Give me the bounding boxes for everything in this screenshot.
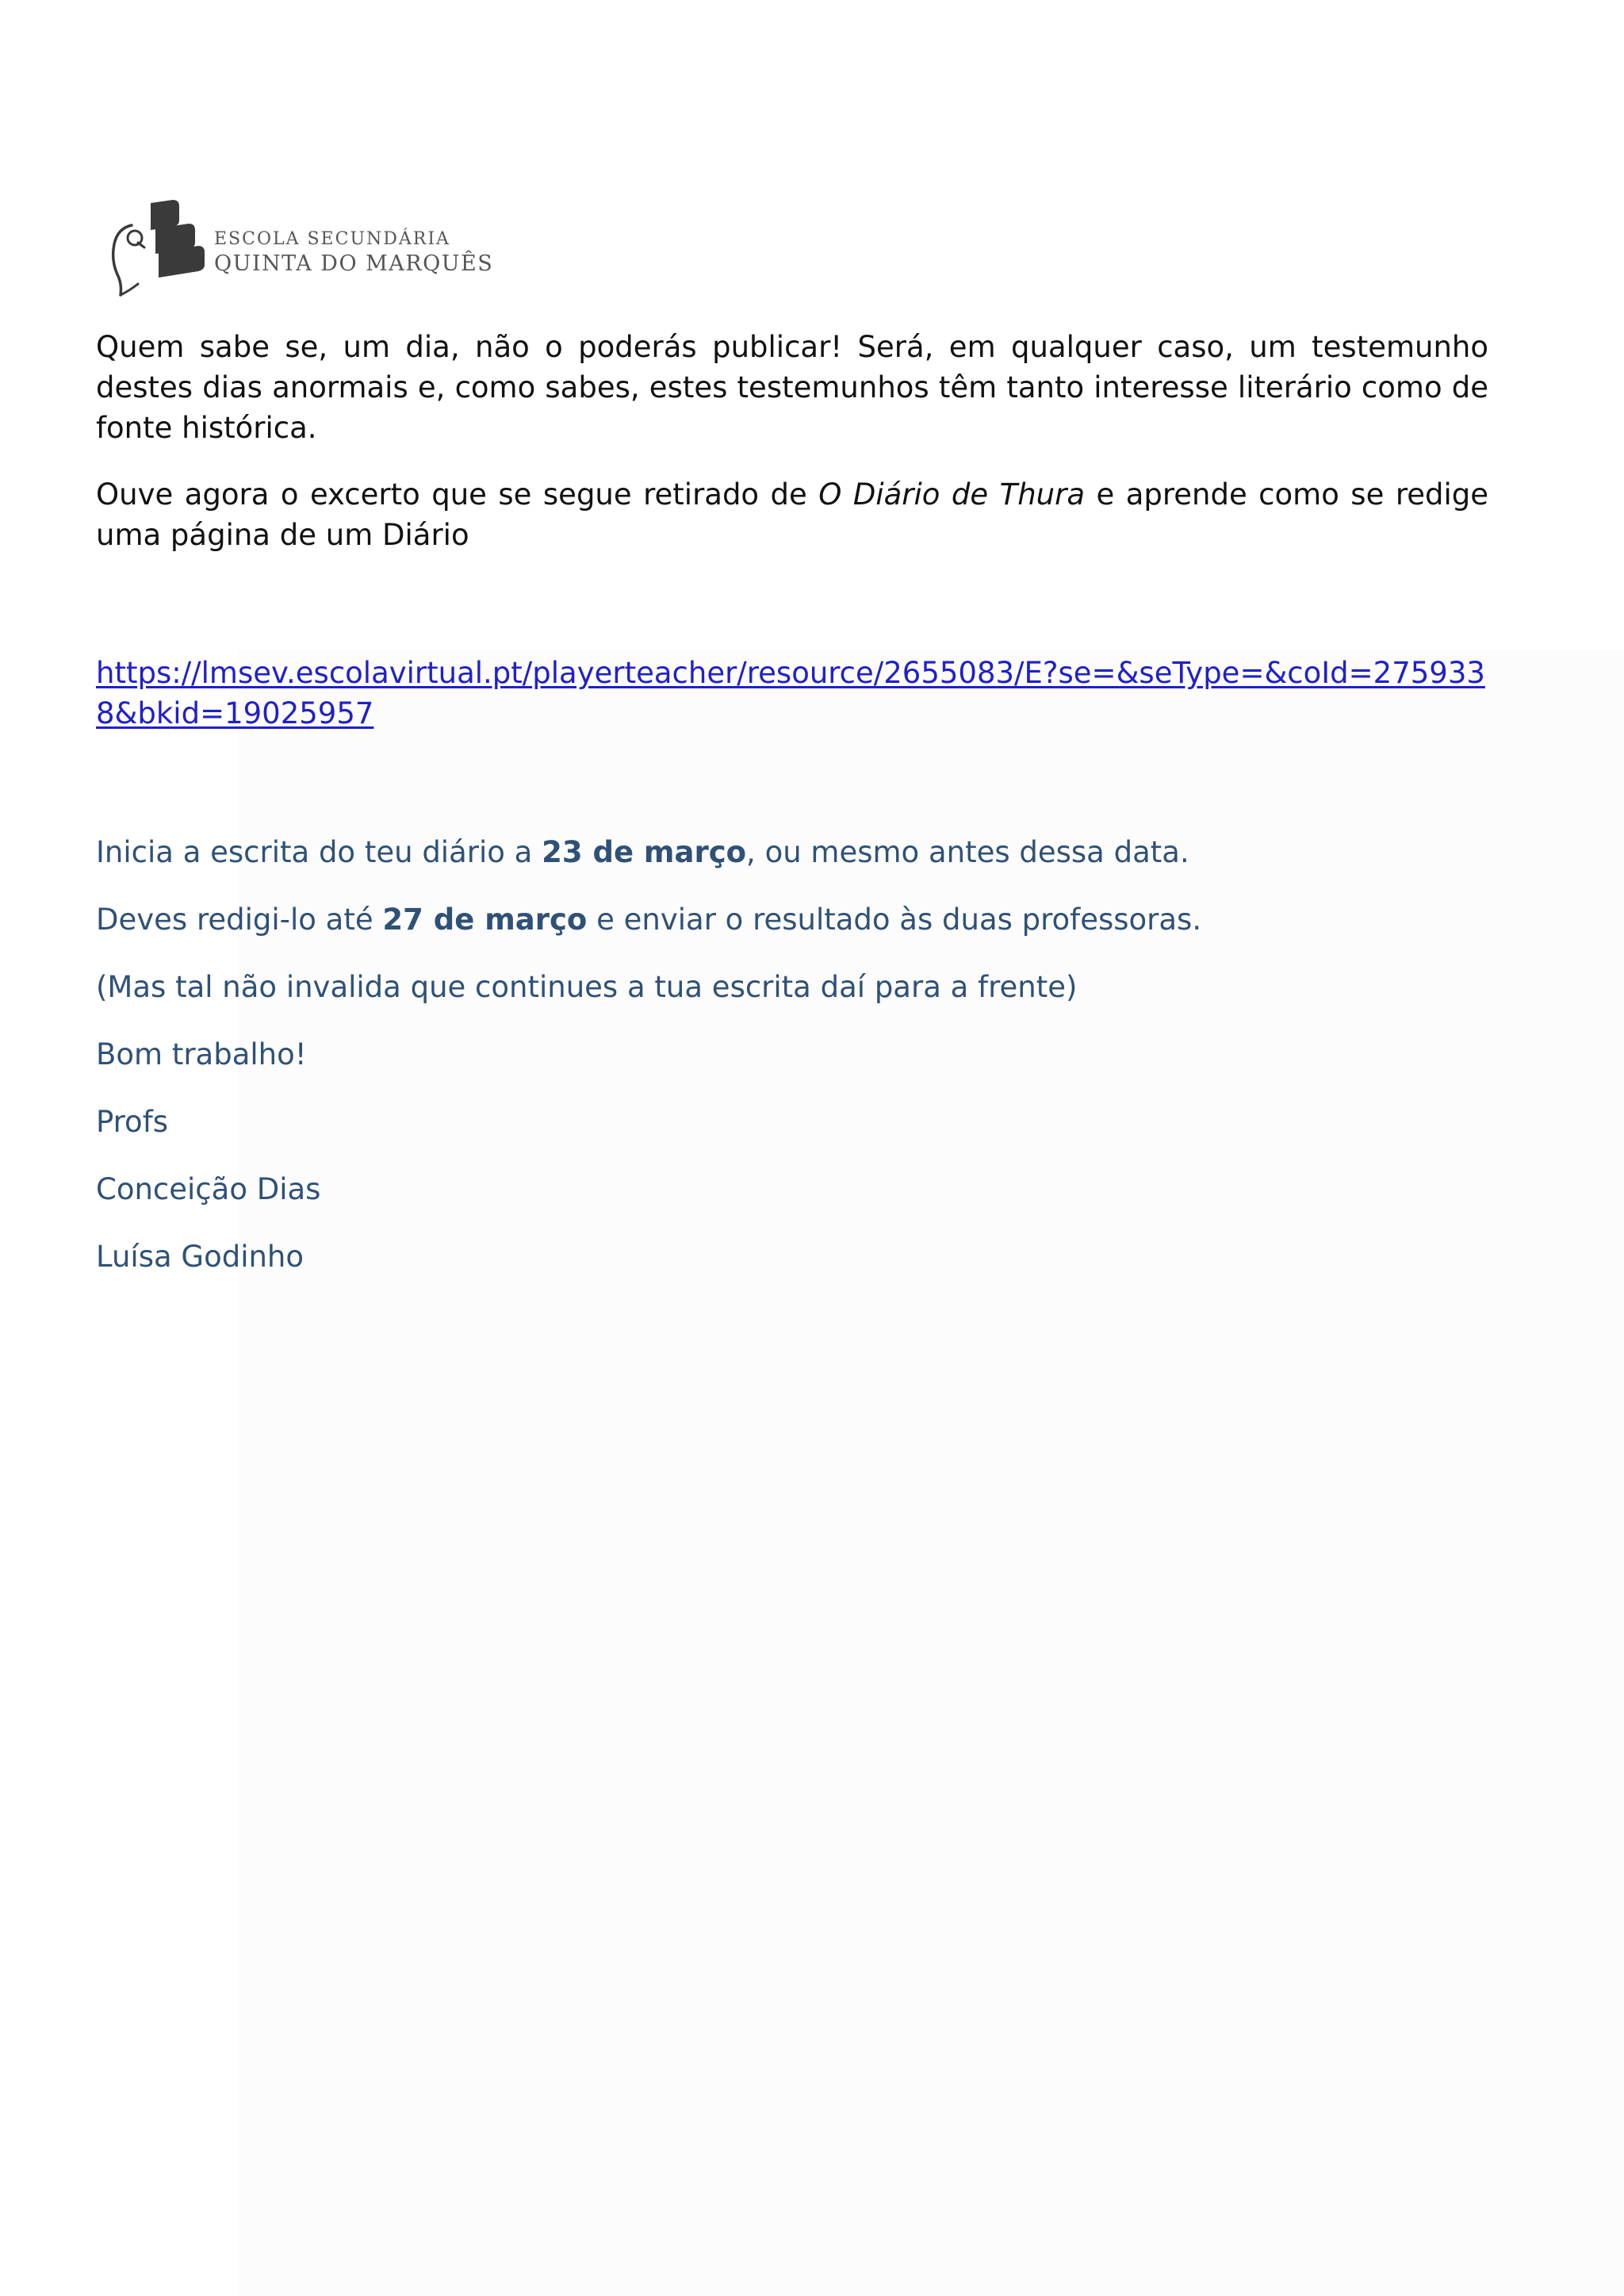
school-logo: [94, 197, 494, 300]
instruction-start-text-2: , ou mesmo antes dessa data.: [746, 835, 1189, 869]
start-date: 23 de março: [542, 835, 747, 869]
instruction-start-date: [96, 832, 1488, 872]
signature-name-1: Conceição Dias: [96, 1172, 321, 1206]
diary-paragraph-text-1: Ouve agora o excerto que se segue retirado de: [96, 477, 819, 512]
instruction-deadline: [96, 899, 1488, 940]
intro-paragraph: Quem sabe se, um dia, não o poderás publicar! Será, em qualquer caso, um testemunho destes dias anormais e, como sabes, estes testemunhos têm tanto interesse literário como de fonte histórica.: [96, 330, 1488, 445]
diary-paragraph: [96, 474, 1488, 555]
closing-greeting: Bom trabalho!: [96, 1037, 307, 1071]
school-name-line2: QUINTA DO MARQUÊS: [214, 251, 494, 276]
school-name-line1: ESCOLA SECUNDÁRIA: [214, 229, 450, 249]
school-name: [214, 228, 493, 278]
signature-label: Profs: [96, 1105, 169, 1139]
instruction-note: (Mas tal não invalida que continues a tua escrita daí para a frente): [96, 970, 1078, 1004]
document-content: [96, 327, 1488, 1277]
resource-link-block: [96, 653, 1488, 734]
deadline-date: 27 de março: [382, 903, 588, 937]
instruction-deadline-text-2: e enviar o resultado às duas professoras.: [587, 903, 1202, 937]
book-title: O Diário de Thura: [818, 477, 1085, 512]
instruction-deadline-text-1: Deves redigi-lo até: [96, 903, 383, 937]
resource-link[interactable]: https://lmsev.escolavirtual.pt/playerteacher/resource/2655083/E?se=&seType=&coId=2759338&bkid=19025957: [96, 656, 1485, 730]
school-logo-icon: [94, 197, 209, 300]
signature-name-2: Luísa Godinho: [96, 1240, 304, 1274]
diary-paragraph-text-2: e aprende como se redige uma página de um Diário: [96, 477, 1488, 552]
instruction-start-text-1: Inicia a escrita do teu diário a: [96, 835, 542, 869]
